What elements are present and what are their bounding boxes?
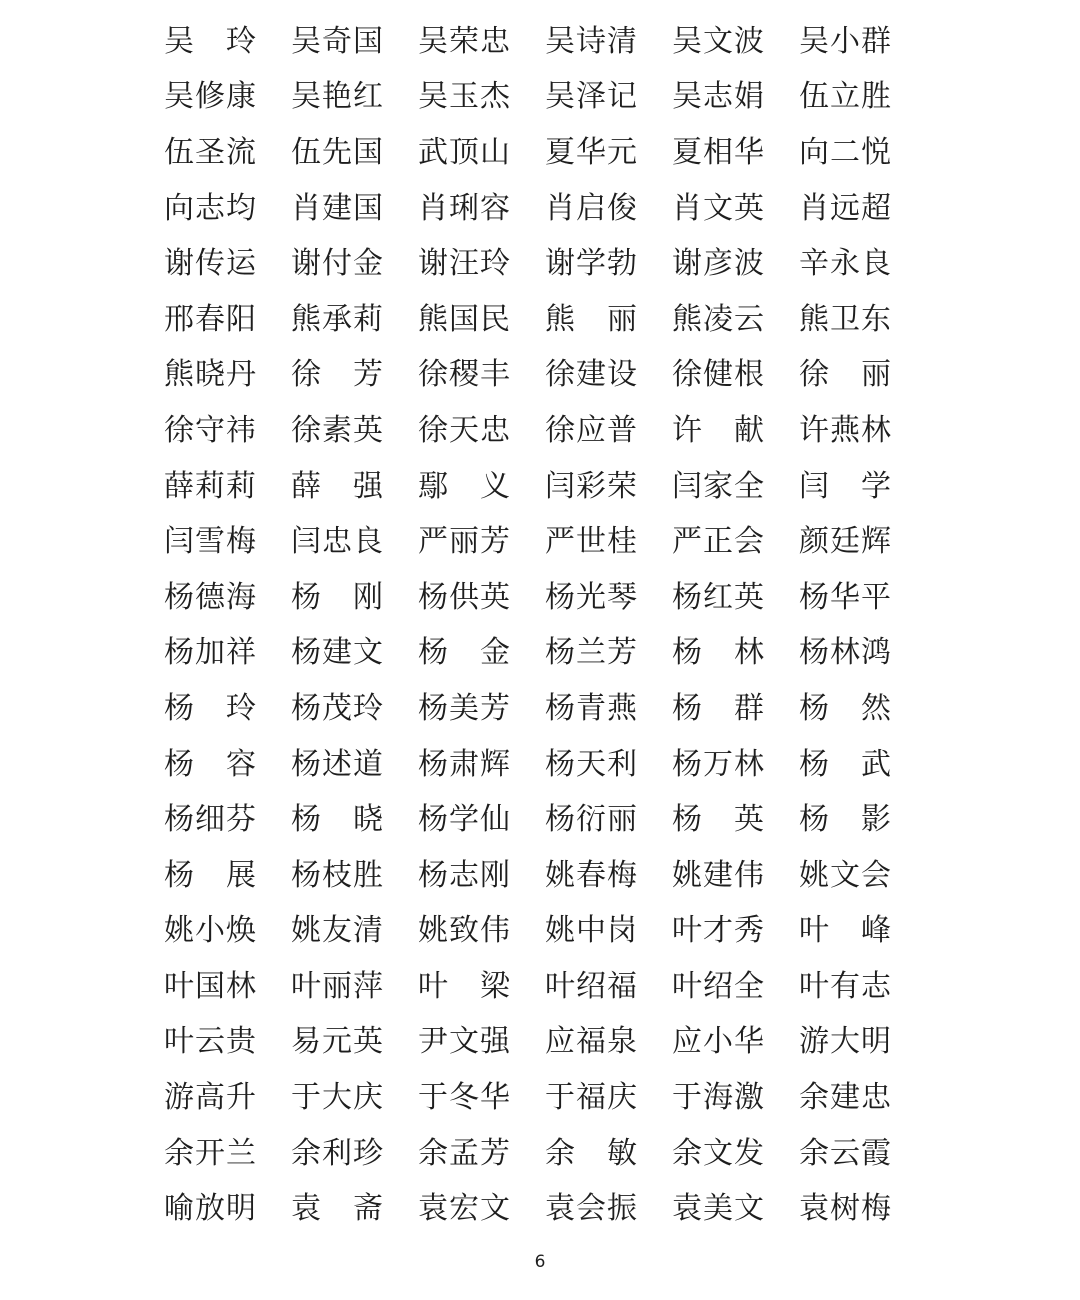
name-cell: 杨 刚 — [291, 579, 384, 615]
name-cell: 余云霞 — [799, 1135, 892, 1171]
name-cell: 叶有志 — [799, 968, 892, 1004]
name-cell: 徐素英 — [291, 412, 384, 448]
name-cell: 杨枝胜 — [291, 857, 384, 893]
name-cell: 吴文波 — [672, 23, 765, 59]
name-cell: 杨 容 — [164, 746, 257, 782]
name-cell: 肖远超 — [799, 190, 892, 226]
name-cell: 谢学勃 — [545, 246, 638, 282]
name-cell: 杨供英 — [418, 579, 511, 615]
name-cell: 熊 丽 — [545, 301, 638, 337]
name-cell: 杨 玲 — [164, 690, 257, 726]
name-cell: 应福泉 — [545, 1024, 638, 1060]
name-cell: 袁宏文 — [418, 1191, 511, 1227]
name-cell: 杨细芬 — [164, 802, 257, 838]
name-cell: 徐守祎 — [164, 412, 257, 448]
name-cell: 徐应普 — [545, 412, 638, 448]
name-cell: 杨加祥 — [164, 635, 257, 671]
name-cell: 于大庆 — [291, 1080, 384, 1116]
name-cell: 夏相华 — [672, 134, 765, 170]
name-cell: 杨茂玲 — [291, 690, 384, 726]
name-cell: 余建忠 — [799, 1080, 892, 1116]
name-cell: 游大明 — [799, 1024, 892, 1060]
name-cell: 于福庆 — [545, 1080, 638, 1116]
name-cell: 徐 丽 — [799, 357, 892, 393]
name-cell: 杨建文 — [291, 635, 384, 671]
name-cell: 徐 芳 — [291, 357, 384, 393]
name-cell: 游高升 — [164, 1080, 257, 1116]
name-cell: 许燕林 — [799, 412, 892, 448]
name-cell: 吴艳红 — [291, 79, 384, 115]
name-cell: 杨 金 — [418, 635, 511, 671]
name-cell: 杨 武 — [799, 746, 892, 782]
name-cell: 叶 峰 — [799, 913, 892, 949]
name-cell: 袁 斋 — [291, 1191, 384, 1227]
name-cell: 叶才秀 — [672, 913, 765, 949]
name-cell: 谢传运 — [164, 246, 257, 282]
name-cell: 易元英 — [291, 1024, 384, 1060]
name-cell: 袁树梅 — [799, 1191, 892, 1227]
name-cell: 杨 晓 — [291, 802, 384, 838]
name-cell: 严丽芳 — [418, 524, 511, 560]
name-cell: 谢彦波 — [672, 246, 765, 282]
name-cell: 叶绍福 — [545, 968, 638, 1004]
name-cell: 吴奇国 — [291, 23, 384, 59]
name-cell: 杨志刚 — [418, 857, 511, 893]
name-cell: 闫忠良 — [291, 524, 384, 560]
name-cell: 杨 然 — [799, 690, 892, 726]
name-cell: 熊卫东 — [799, 301, 892, 337]
name-cell: 杨 英 — [672, 802, 765, 838]
name-cell: 杨衍丽 — [545, 802, 638, 838]
name-cell: 姚春梅 — [545, 857, 638, 893]
name-cell: 谢付金 — [291, 246, 384, 282]
name-grid — [164, 10, 895, 1233]
name-cell: 叶国林 — [164, 968, 257, 1004]
name-cell: 叶云贵 — [164, 1024, 257, 1060]
name-cell: 吴玉杰 — [418, 79, 511, 115]
name-cell: 熊承莉 — [291, 301, 384, 337]
name-cell: 徐健根 — [672, 357, 765, 393]
name-cell: 杨 影 — [799, 802, 892, 838]
name-cell: 肖琍容 — [418, 190, 511, 226]
name-cell: 余 敏 — [545, 1135, 638, 1171]
name-cell: 肖建国 — [291, 190, 384, 226]
name-cell: 肖文英 — [672, 190, 765, 226]
name-cell: 向二悦 — [799, 134, 892, 170]
name-cell: 闫雪梅 — [164, 524, 257, 560]
name-cell: 杨 群 — [672, 690, 765, 726]
name-cell: 杨学仙 — [418, 802, 511, 838]
name-cell: 杨光琴 — [545, 579, 638, 615]
name-cell: 薛 强 — [291, 468, 384, 504]
name-cell: 尹文强 — [418, 1024, 511, 1060]
name-cell: 杨万林 — [672, 746, 765, 782]
name-cell: 熊晓丹 — [164, 357, 257, 393]
name-cell: 杨 林 — [672, 635, 765, 671]
name-cell: 余开兰 — [164, 1135, 257, 1171]
name-cell: 吴荣忠 — [418, 23, 511, 59]
name-cell: 姚小焕 — [164, 913, 257, 949]
name-cell: 伍圣流 — [164, 134, 257, 170]
name-cell: 叶丽萍 — [291, 968, 384, 1004]
name-cell: 姚建伟 — [672, 857, 765, 893]
name-cell: 吴 玲 — [164, 23, 257, 59]
name-cell: 闫彩荣 — [545, 468, 638, 504]
name-cell: 余利珍 — [291, 1135, 384, 1171]
name-cell: 严正会 — [672, 524, 765, 560]
name-cell: 姚中岗 — [545, 913, 638, 949]
name-cell: 杨 展 — [164, 857, 257, 893]
name-cell: 薛莉莉 — [164, 468, 257, 504]
name-cell: 邢春阳 — [164, 301, 257, 337]
name-cell: 徐天忠 — [418, 412, 511, 448]
name-cell: 伍立胜 — [799, 79, 892, 115]
name-cell: 于海激 — [672, 1080, 765, 1116]
name-cell: 颜廷辉 — [799, 524, 892, 560]
name-cell: 吴泽记 — [545, 79, 638, 115]
name-cell: 杨红英 — [672, 579, 765, 615]
name-cell: 熊国民 — [418, 301, 511, 337]
page-number: 6 — [534, 1252, 546, 1272]
name-cell: 杨林鸿 — [799, 635, 892, 671]
name-cell: 闫家全 — [672, 468, 765, 504]
name-cell: 徐稷丰 — [418, 357, 511, 393]
name-cell: 辛永良 — [799, 246, 892, 282]
name-cell: 姚友清 — [291, 913, 384, 949]
name-cell: 熊凌云 — [672, 301, 765, 337]
name-cell: 杨肃辉 — [418, 746, 511, 782]
name-cell: 姚文会 — [799, 857, 892, 893]
name-cell: 向志均 — [164, 190, 257, 226]
name-cell: 鄢 义 — [418, 468, 511, 504]
name-cell: 杨述道 — [291, 746, 384, 782]
name-cell: 吴志娟 — [672, 79, 765, 115]
name-cell: 伍先国 — [291, 134, 384, 170]
name-cell: 杨美芳 — [418, 690, 511, 726]
name-cell: 徐建设 — [545, 357, 638, 393]
name-cell: 严世桂 — [545, 524, 638, 560]
name-cell: 闫 学 — [799, 468, 892, 504]
name-cell: 叶绍全 — [672, 968, 765, 1004]
name-cell: 喻放明 — [164, 1191, 257, 1227]
name-cell: 杨华平 — [799, 579, 892, 615]
name-cell: 武顶山 — [418, 134, 511, 170]
name-cell: 余文发 — [672, 1135, 765, 1171]
name-cell: 吴小群 — [799, 23, 892, 59]
name-cell: 吴修康 — [164, 79, 257, 115]
name-cell: 杨德海 — [164, 579, 257, 615]
name-cell: 余孟芳 — [418, 1135, 511, 1171]
name-cell: 夏华元 — [545, 134, 638, 170]
name-cell: 叶 梁 — [418, 968, 511, 1004]
name-cell: 谢汪玲 — [418, 246, 511, 282]
name-cell: 于冬华 — [418, 1080, 511, 1116]
name-cell: 袁美文 — [672, 1191, 765, 1227]
name-cell: 杨青燕 — [545, 690, 638, 726]
name-cell: 许 献 — [672, 412, 765, 448]
name-cell: 袁会振 — [545, 1191, 638, 1227]
name-cell: 杨天利 — [545, 746, 638, 782]
name-cell: 杨兰芳 — [545, 635, 638, 671]
name-cell: 应小华 — [672, 1024, 765, 1060]
name-cell: 肖启俊 — [545, 190, 638, 226]
name-cell: 吴诗清 — [545, 23, 638, 59]
name-cell: 姚致伟 — [418, 913, 511, 949]
